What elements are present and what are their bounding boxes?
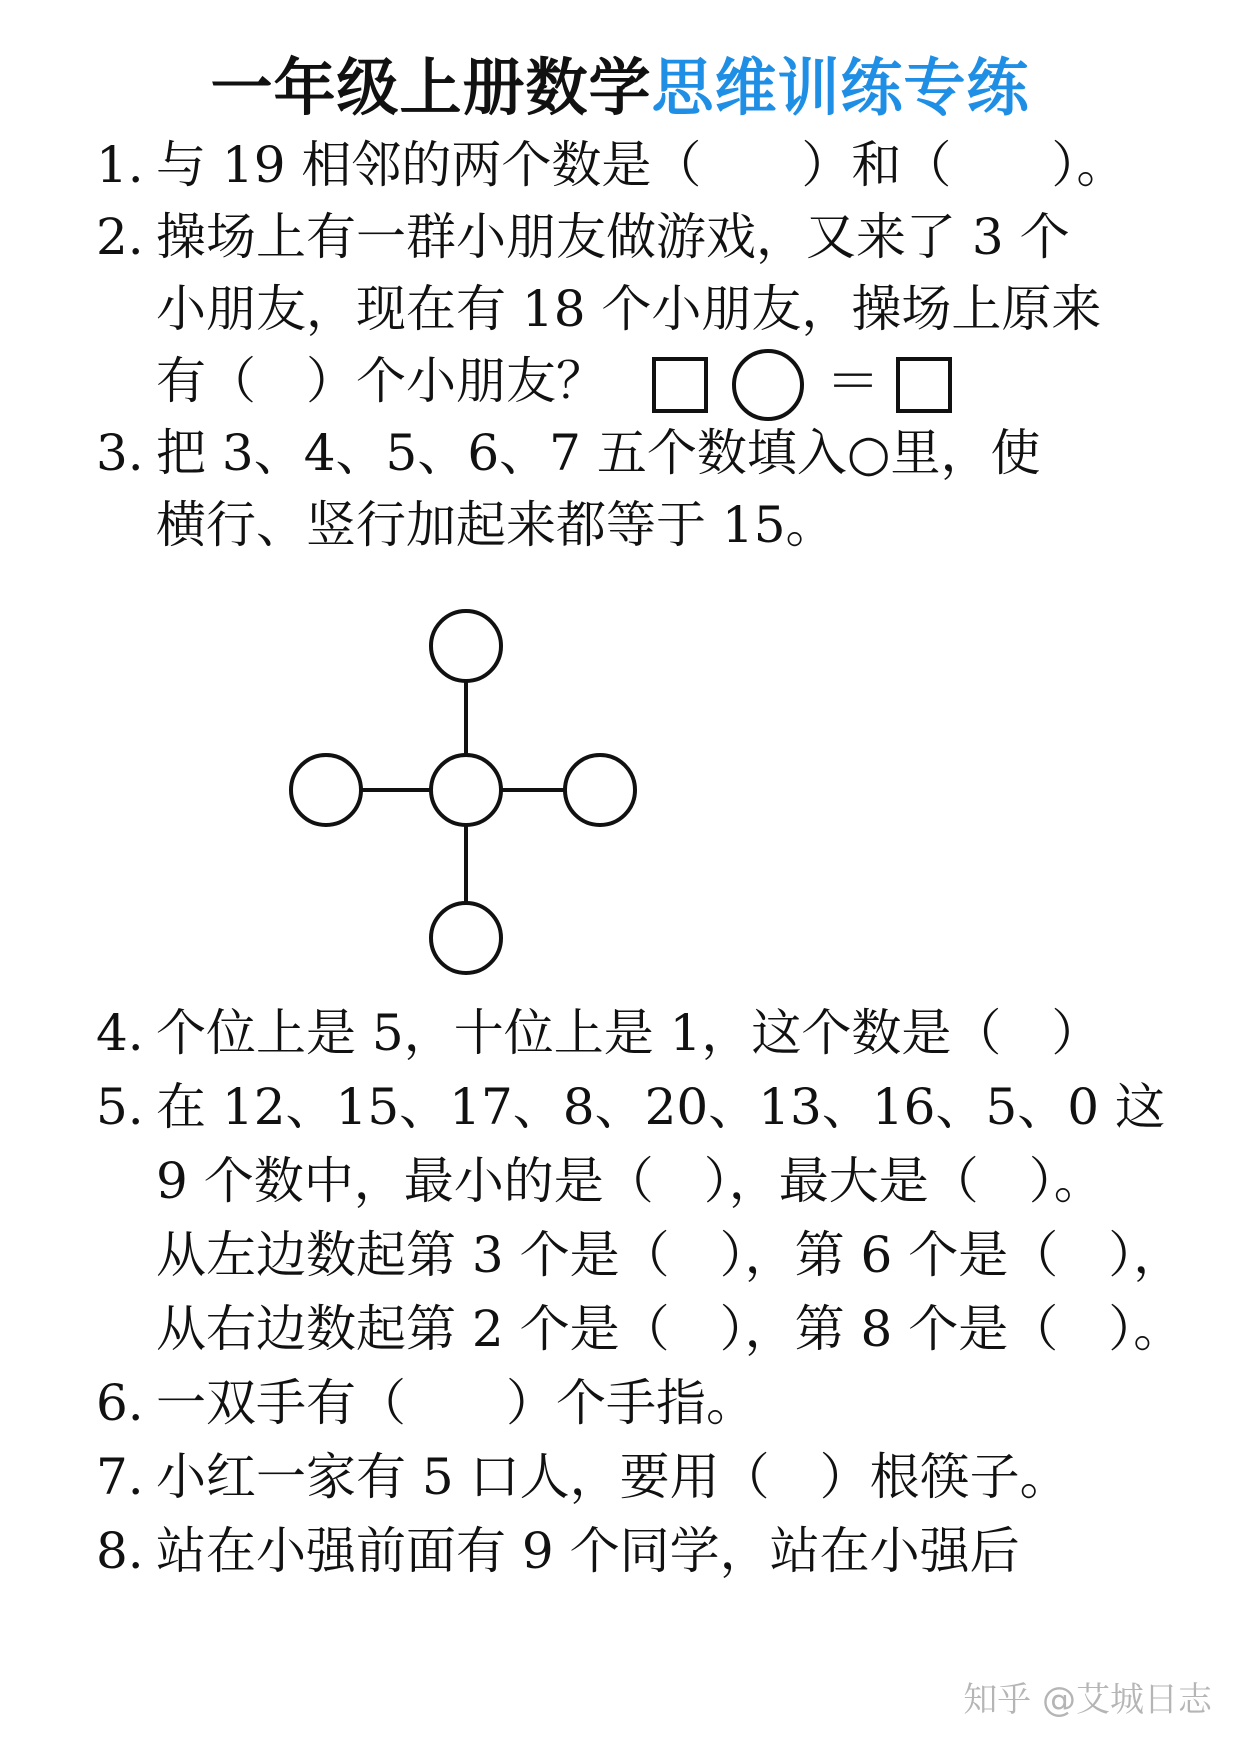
question-text: 在 12、15、17、8、20、13、16、5、0 这 [156,1078,1165,1136]
question-number: 1. [96,136,144,194]
question-text: 一双手有（ ）个手指。 [156,1374,756,1432]
watermark: 知乎 @艾城日志 [963,1680,1212,1720]
result-box [896,357,952,413]
title-highlight: 思维训练专练 [651,51,1030,124]
question-text: 操场上有一群小朋友做游戏，又来了 3 个 [156,208,1070,266]
question-text: 与 19 相邻的两个数是（ ）和（ ）。 [156,136,1127,194]
question-number: 4. [96,1004,144,1062]
question-text: 个位上是 5，十位上是 1，这个数是（ ） [156,1004,1102,1062]
question-number: 8. [96,1522,144,1580]
question-text: 从右边数起第 2 个是（ ），第 8 个是（ ）。 [156,1300,1184,1358]
question-number: 3. [96,424,144,482]
question-text: 有（ ）个小朋友？ [156,352,606,410]
question-text: 把 3、4、5、6、7 五个数填入○里，使 [156,424,1041,482]
question-number: 5. [96,1078,144,1136]
circle-center[interactable] [431,755,501,825]
question-text: 横行、竖行加起来都等于 15。 [156,496,836,554]
question-number: 6. [96,1374,144,1432]
circle-top[interactable] [431,611,501,681]
question-text: 从左边数起第 3 个是（ ），第 6 个是（ ）， [156,1226,1184,1284]
question-text: 小红一家有 5 口人，要用（ ）根筷子。 [156,1448,1070,1506]
question-number: 2. [96,208,144,266]
title-main: 一年级上册数学 [210,51,652,124]
equal-sign: ＝ [826,350,880,413]
circle-right[interactable] [565,755,635,825]
question-text: 站在小强前面有 9 个同学，站在小强后 [156,1522,1020,1580]
question-number: 7. [96,1448,144,1506]
question-text: 小朋友，现在有 18 个小朋友，操场上原来 [156,280,1102,338]
operator-circle [732,349,804,421]
page-title [0,38,1240,127]
cross-circle-diagram [280,600,660,990]
circle-bottom[interactable] [431,903,501,973]
answer-box [652,357,708,413]
circle-left[interactable] [291,755,361,825]
question-text: 9 个数中，最小的是（ ），最大是（ ）。 [156,1152,1104,1210]
